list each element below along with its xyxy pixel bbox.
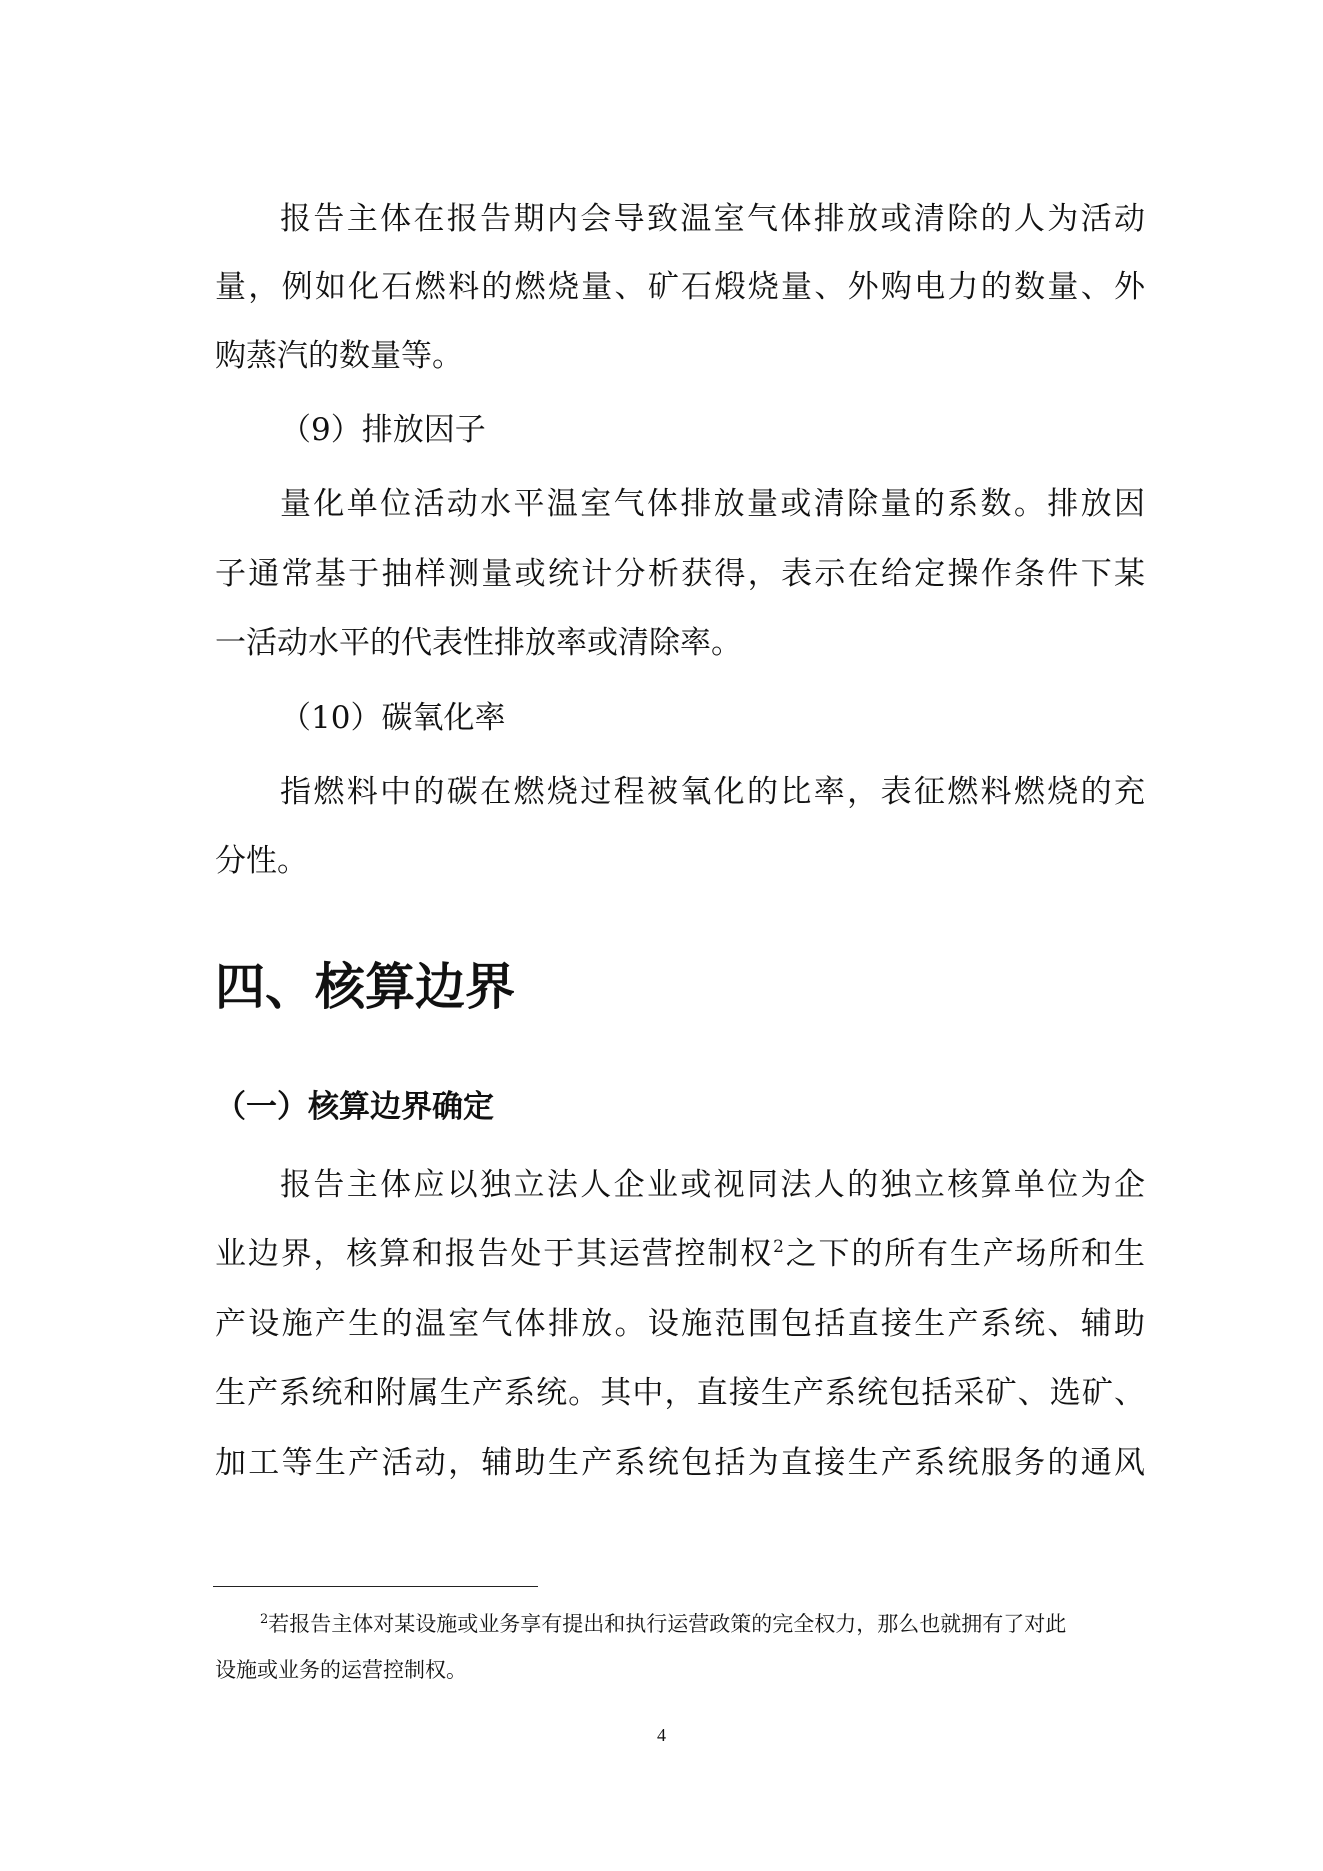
activity-paragraph-line-1: 报告主体在报告期内会导致温室气体排放或清除的人为活动 [280,201,1145,237]
section-paragraph-line-5: 加工等生产活动，辅助生产系统包括为直接生产系统服务的通风 [215,1445,1145,1481]
page-number: 4 [657,1725,666,1745]
item-10-line-1: 指燃料中的碳在燃烧过程被氧化的比率，表征燃料燃烧的充 [280,774,1145,810]
item-9-line-3: 一活动水平的代表性排放率或清除率。 [215,625,742,661]
item-9-line-1: 量化单位活动水平温室气体排放量或清除量的系数。排放因 [280,486,1145,522]
footnote-text-1: 若报告主体对某设施或业务享有提出和执行运营政策的完全权力，那么也就拥有了对此 [268,1612,1067,1636]
section-paragraph-line-2-b: 之下的所有生产场所和生 [783,1236,1146,1272]
section-paragraph-line-2-a: 业边界，核算和报告处于其运营控制权 [215,1236,774,1272]
section-paragraph-line-2 [215,1232,1145,1276]
activity-paragraph-line-2: 量，例如化石燃料的燃烧量、矿石煅烧量、外购电力的数量、外 [215,269,1145,305]
footnote-separator [213,1586,538,1587]
footnote-number: 2 [260,1612,269,1627]
chapter-title: 四、核算边界 [215,957,515,1016]
activity-paragraph-line-3: 购蒸汽的数量等。 [215,338,463,374]
item-9-line-2: 子通常基于抽样测量或统计分析获得，表示在给定操作条件下某 [215,556,1145,592]
section-paragraph-line-3: 产设施产生的温室气体排放。设施范围包括直接生产系统、辅助 [215,1306,1145,1342]
section-title: （一）核算边界确定 [215,1089,494,1125]
section-paragraph-line-1: 报告主体应以独立法人企业或视同法人的独立核算单位为企 [280,1167,1145,1203]
footnote-line-2: 设施或业务的运营控制权。 [215,1658,467,1682]
section-paragraph-line-4: 生产系统和附属生产系统。其中，直接生产系统包括采矿、选矿、 [215,1375,1145,1411]
item-10-line-2: 分性。 [215,843,308,879]
footnote-reference[interactable]: 2 [773,1237,784,1257]
item-10-heading: （10）碳氧化率 [280,700,506,736]
footnote-line-1 [260,1609,1145,1639]
item-9-heading: （9）排放因子 [280,412,486,448]
